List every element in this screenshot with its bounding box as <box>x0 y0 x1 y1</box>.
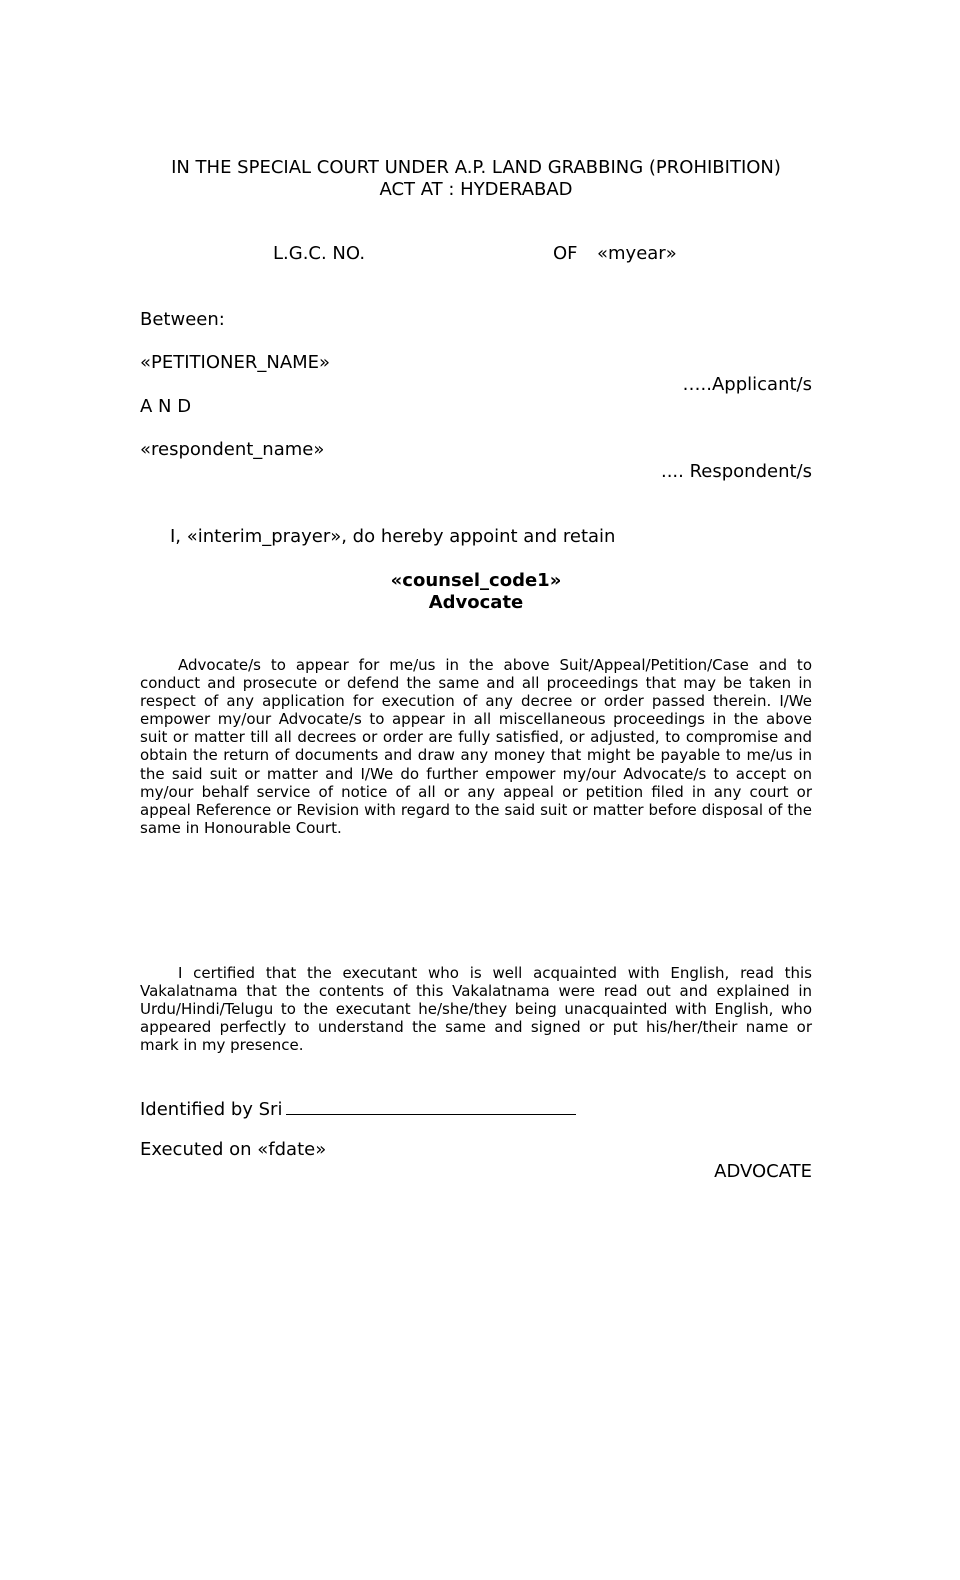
executed-on-label: Executed on «fdate» <box>140 1139 327 1160</box>
between-label: Between: <box>140 309 225 330</box>
court-title-line-2: ACT AT : HYDERABAD <box>379 179 573 200</box>
and-label: A N D <box>140 396 192 417</box>
identified-by-line <box>140 1094 576 1121</box>
identifier-signature-line <box>286 1094 576 1115</box>
case-of-label: OF <box>553 243 578 264</box>
respondent-label: .... Respondent/s <box>660 461 812 482</box>
counsel-code: «counsel_code1» <box>390 570 562 591</box>
case-year: «myear» <box>597 243 677 264</box>
case-number-label: L.G.C. NO. <box>273 243 366 264</box>
appointment-statement: I, «interim_prayer», do hereby appoint and retain <box>170 526 616 547</box>
respondent-name: «respondent_name» <box>140 439 325 460</box>
advocate-signature-label: ADVOCATE <box>714 1161 812 1182</box>
applicant-label: …..Applicant/s <box>682 374 812 395</box>
court-title-line-1: IN THE SPECIAL COURT UNDER A.P. LAND GRABBING (PROHIBITION) <box>171 157 781 178</box>
authority-paragraph: Advocate/s to appear for me/us in the above Suit/Appeal/Petition/Case and to conduct and prosecute or defend the same and all proceedings that may be taken in respect of any application for execution of any decree or order passed therein. I/We empower my/our Advocate/s to appear in all miscellaneous proceedings in the above suit or matter till all decrees or order are fully satisfied, or adjusted, to compromise and obtain the return of documents and draw any money that might be payable to me/us in the said suit or matter and I/We do further empower my/our Advocate/s to accept on my/our behalf service of notice of all or any appeal or petition filed in any court or appeal Reference or Revision with regard to the said suit or matter before disposal of the same in Honourable Court. <box>140 656 812 837</box>
identified-by-label: Identified by Sri <box>140 1099 283 1120</box>
petitioner-name: «PETITIONER_NAME» <box>140 352 331 373</box>
certification-paragraph: I certified that the executant who is well acquainted with English, read this Vakalatnama that the contents of this Vakalatnama were read out and explained in Urdu/Hindi/Telugu to the executant he/she/they being unacquainted with English, who appeared perfectly to understand the same and signed or put his/her/their name or mark in my presence. <box>140 964 812 1055</box>
advocate-heading: Advocate <box>428 592 524 613</box>
